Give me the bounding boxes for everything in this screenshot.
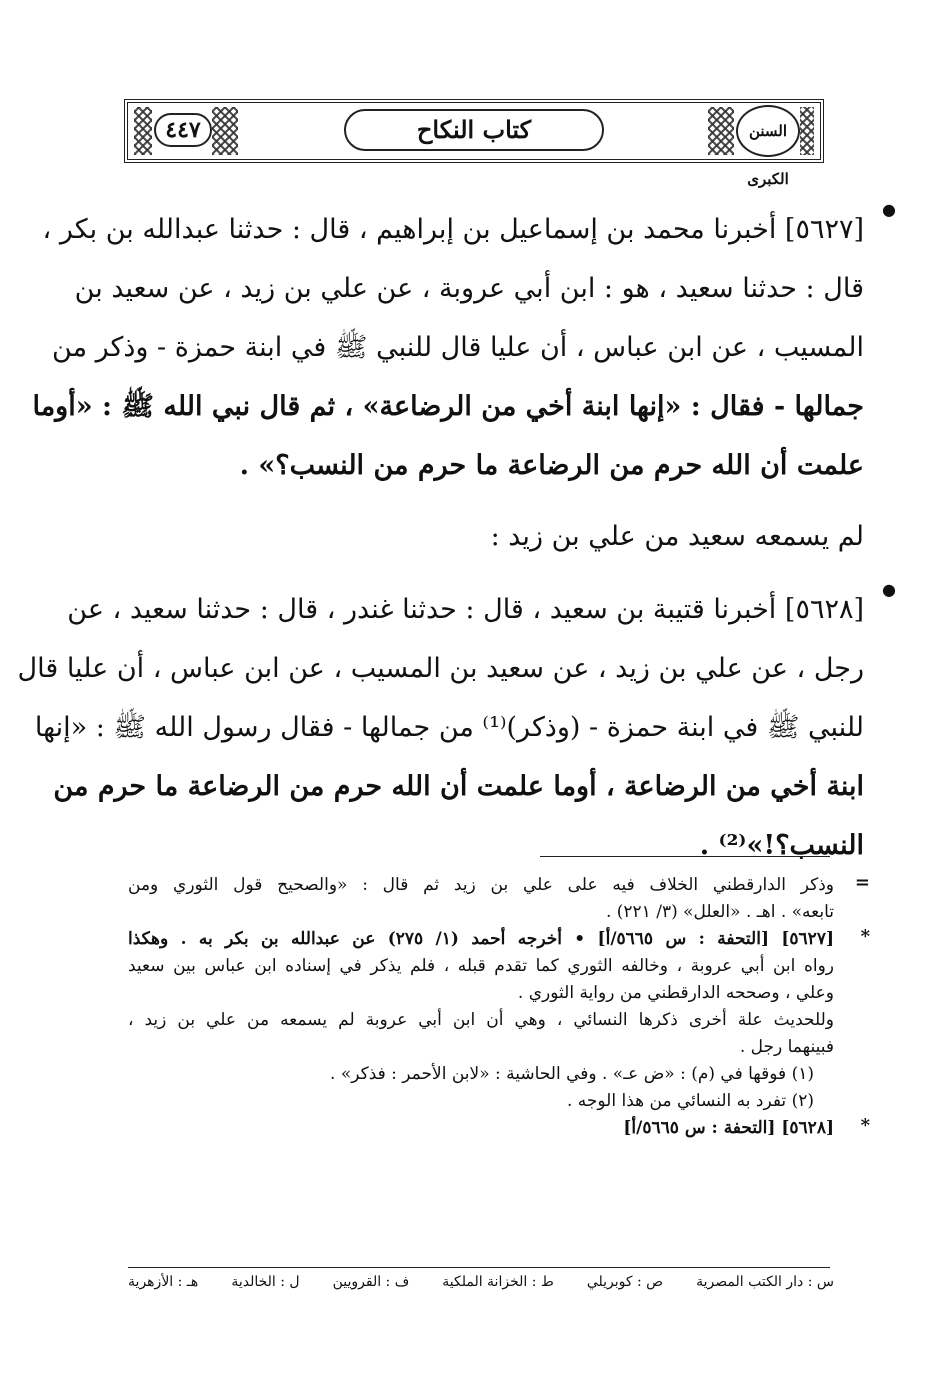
footnote-5628 (128, 1115, 870, 1142)
source-item: س : دار الكتب المصرية (696, 1274, 834, 1290)
source-item: هـ : الأزهرية (128, 1274, 199, 1290)
ornament-right-outer (800, 107, 814, 155)
source-item: ط : الخزانة الملكية (442, 1274, 554, 1290)
footnote-5627 (128, 926, 870, 1061)
hadith-5627 (32, 200, 896, 495)
hadith-line: قال : حدثنا سعيد ، هو : ابن أبي عروبة ، عن علي بن زيد ، عن سعيد بن (74, 273, 864, 304)
hadith-line: المسيب ، عن ابن عباس ، أن عليا قال للنبي ﷺ في ابنة حمزة - وذكر من (52, 332, 864, 363)
hadith-line: للنبي ﷺ في ابنة حمزة - (وذكر)⁽¹⁾ من جمالها - فقال رسول الله ﷺ : «إنها (34, 712, 864, 743)
hadith-line: النسب؟!»⁽²⁾ . (699, 830, 864, 861)
book-logo: السنن الكبرى (736, 105, 800, 157)
hadith-line: [٥٦٢٧] أخبرنا محمد بن إسماعيل بن إبراهيم ، قال : حدثنا عبدالله بن بكر ، (42, 214, 864, 245)
asterisk-icon: * (860, 926, 870, 947)
footnote-line: [٥٦٢٧] [التحفة : س ٥٦٦٥/أ] • أخرجه أحمد (١/ ٢٧٥) عن عبدالله بن بكر به . وهكذا (128, 929, 834, 949)
bullet-icon: ● (882, 200, 896, 219)
bullet-icon: ● (882, 580, 896, 599)
ornament-left-inner (212, 107, 238, 155)
ornament-right-inner (708, 107, 734, 155)
footnote-2: (٢) تفرد به النسائي من هذا الوجه . (566, 1091, 814, 1111)
hadith-line: رجل ، عن علي بن زيد ، عن سعيد بن المسيب ، عن ابن عباس ، أن عليا قال (17, 653, 864, 684)
manuscript-sources (128, 1274, 834, 1290)
footnote-line: وذكر الدارقطني الخلاف فيه على علي بن زيد ثم قال : «والصحيح قول الثوري ومن (128, 875, 834, 895)
footnote-line: رواه ابن أبي عروبة ، وخالفه الثوري كما تقدم قبله ، فلم يذكر في إسناده ابن عباس بين سعيد (128, 956, 834, 976)
footnote-line: [٥٦٢٨] [التحفة : س ٥٦٦٥/أ] (623, 1118, 834, 1138)
hadith-line: جمالها - فقال : «إنها ابنة أخي من الرضاعة» ، ثم قال نبي الله ﷺ : «أوما (32, 391, 864, 422)
hadith-line: [٥٦٢٨] أخبرنا قتيبة بن سعيد ، قال : حدثنا غندر ، قال : حدثنا سعيد ، عن (67, 594, 864, 625)
footnote-continuation (128, 872, 870, 926)
footnote-separator (540, 856, 830, 857)
footnotes (128, 872, 870, 1142)
footnote-line: وللحديث علة أخرى ذكرها النسائي ، وهي أن ابن أبي عروبة لم يسمعه من علي بن زيد ، (128, 1010, 834, 1030)
page-number: ٤٤٧ (154, 113, 212, 147)
hadith-line: ابنة أخي من الرضاعة ، أوما علمت أن الله حرم من الرضاعة ما حرم من (53, 771, 864, 802)
continuation-mark: = (854, 872, 870, 893)
footnote-1: (١) فوقها في (م) : «ض عـ» . وفي الحاشية : «لابن الأحمر : فذكر» . (330, 1064, 814, 1084)
source-item: ف : القرويين (332, 1274, 410, 1290)
hadith-line: علمت أن الله حرم من الرضاعة ما حرم من النسب؟» . (239, 450, 864, 481)
page-header (124, 99, 824, 188)
asterisk-icon: * (860, 1115, 870, 1136)
ornament-left-outer (134, 107, 152, 155)
sources-separator (128, 1267, 830, 1268)
book-title: كتاب النكاح (344, 109, 604, 151)
hadith-5628 (17, 580, 896, 875)
section-heading: لم يسمعه سعيد من علي بن زيد : (490, 521, 864, 552)
footnote-line: فبينهما رجل . (739, 1037, 834, 1057)
footnote-line: تابعه» . اهـ . «العلل» (٣/ ٢٢١) . (605, 902, 834, 922)
footnote-line: وعلي ، وصححه الدارقطني من رواية الثوري . (517, 983, 834, 1003)
source-item: ص : كوبريلي (586, 1274, 664, 1290)
main-text (17, 200, 896, 875)
source-item: ل : الخالدية (231, 1274, 300, 1290)
